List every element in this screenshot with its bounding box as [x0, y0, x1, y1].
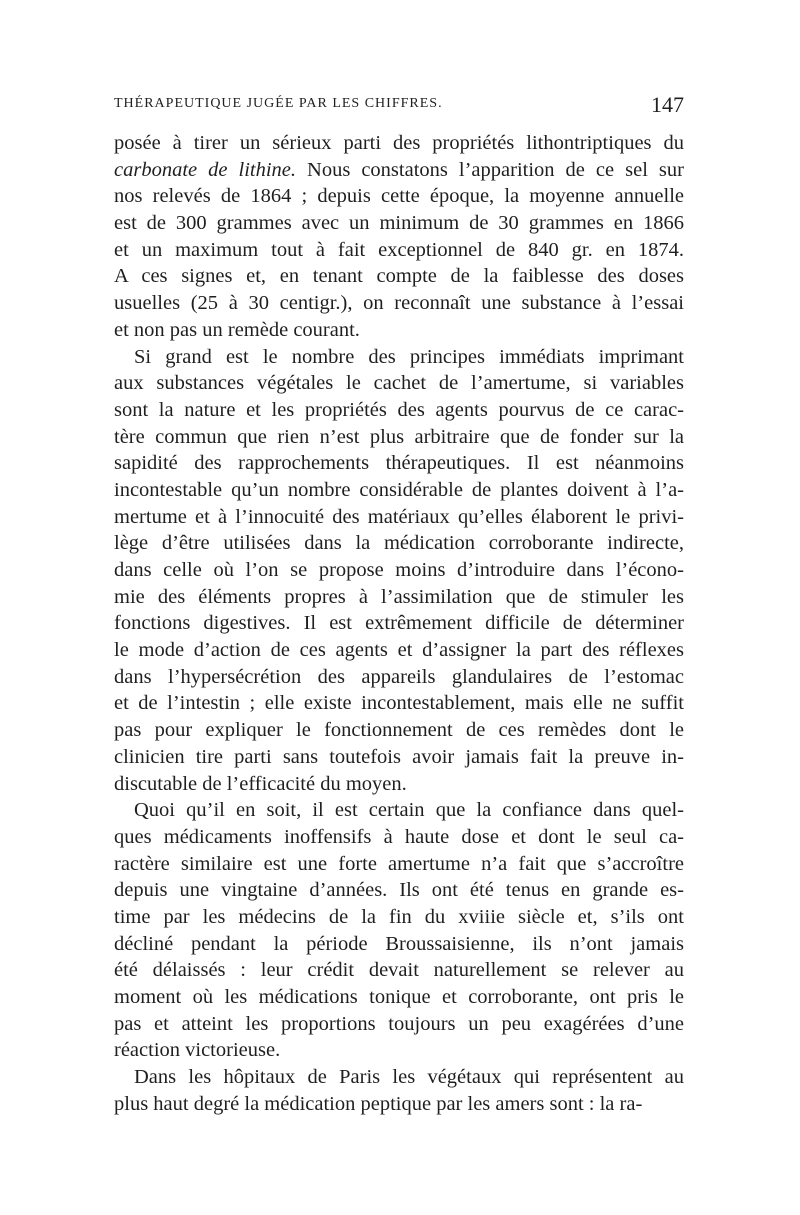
line-text: posée à tirer un sérieux parti des propriétés lithontriptiques du — [114, 132, 684, 154]
text-line — [114, 584, 684, 611]
text-line — [114, 370, 684, 397]
line-text: tère commun que rien n’est plus arbitraire que de fonder sur la — [114, 425, 684, 448]
line-text: Nous constatons l’apparition de ce sel sur — [296, 158, 684, 181]
text-line — [114, 717, 684, 744]
text-line — [114, 1037, 684, 1064]
line-text: été délaissés : leur crédit devait naturellement se relever au — [114, 959, 684, 982]
text-line — [114, 290, 684, 317]
line-text: lège d’être utilisées dans la médication corroborante indirecte, — [114, 532, 684, 555]
text-line — [114, 157, 684, 184]
text-line — [114, 957, 684, 984]
line-text: clinicien tire parti sans toutefois avoir jamais fait la preuve in- — [114, 745, 684, 768]
line-text: est de 300 grammes avec un minimum de 30 grammes en 1866 — [114, 212, 684, 235]
text-line — [114, 504, 684, 531]
text-line — [114, 1064, 684, 1091]
paragraph — [114, 130, 684, 344]
line-text: ractère similaire est une forte amertume n’a fait que s’accroître — [114, 852, 684, 875]
text-line — [114, 664, 684, 691]
running-title: THÉRAPEUTIQUE JUGÉE PAR LES CHIFFRES. — [114, 96, 443, 111]
text-line — [114, 931, 684, 958]
line-text: et un maximum tout à fait exceptionnel de 840 gr. en 1874. — [114, 238, 684, 261]
text-line — [114, 904, 684, 931]
text-line — [114, 237, 684, 264]
line-text: time par les médecins de la fin du xviiie siècle et, s’ils ont — [114, 905, 684, 928]
text-line — [114, 637, 684, 664]
line-text: mertume et à l’innocuité des matériaux qu’elles élaborent le privi- — [114, 505, 684, 528]
text-line — [114, 183, 684, 210]
line-text: sapidité des rapprochements thérapeutiques. Il est néanmoins — [114, 452, 684, 475]
text-line — [114, 610, 684, 637]
line-text: réaction victorieuse. — [114, 1039, 281, 1062]
italic-term: carbonate de lithine. — [114, 158, 297, 181]
text-line — [114, 984, 684, 1011]
text-line — [114, 263, 684, 290]
line-text: aux substances végétales le cachet de l’amertume, si variables — [114, 372, 684, 395]
line-text: Quoi qu’il en soit, il est certain que la confiance dans quel- — [134, 799, 684, 822]
line-text: fonctions digestives. Il est extrêmement difficile de déterminer — [114, 612, 684, 635]
text-line — [114, 824, 684, 851]
line-text: ques médicaments inoffensifs à haute dose et dont le seul ca- — [114, 825, 684, 848]
line-text: Si grand est le nombre des principes immédiats imprimant — [134, 345, 684, 368]
text-line — [114, 450, 684, 477]
page-number: 147 — [651, 92, 684, 117]
line-text: incontestable qu’un nombre considérable de plantes doivent à l’a- — [114, 478, 684, 501]
line-text: A ces signes et, en tenant compte de la faiblesse des doses — [114, 265, 684, 288]
line-text: et de l’intestin ; elle existe incontestablement, mais elle ne suffit — [114, 692, 684, 715]
text-line — [114, 557, 684, 584]
text-line — [114, 690, 684, 717]
line-text: usuelles (25 à 30 centigr.), on reconnaît une substance à l’essai — [114, 292, 684, 315]
line-text: nos relevés de 1864 ; depuis cette époque, la moyenne annuelle — [114, 185, 684, 208]
text-line — [114, 744, 684, 771]
text-line — [114, 877, 684, 904]
line-text: le mode d’action de ces agents et d’assigner la part des réflexes — [114, 639, 684, 662]
line-text: et non pas un remède courant. — [114, 318, 360, 341]
line-text: dans celle où l’on se propose moins d’introduire dans l’écono- — [114, 559, 684, 581]
text-line — [114, 317, 684, 344]
line-text: discutable de l’efficacité du moyen. — [114, 772, 407, 795]
line-text: moment où les médications tonique et corroborante, ont pris le — [114, 986, 684, 1008]
line-text: Dans les hôpitaux de Paris les végétaux qui représentent au — [134, 1066, 684, 1089]
page-header — [0, 92, 684, 124]
body-text — [114, 130, 684, 1117]
line-text: pas et atteint les proportions toujours un peu exagérées d’une — [114, 1012, 684, 1035]
text-line — [114, 1091, 684, 1118]
paragraph — [114, 797, 684, 1064]
text-line — [114, 210, 684, 237]
text-line — [114, 797, 684, 824]
text-line — [114, 851, 684, 878]
line-text: dans l’hypersécrétion des appareils glandulaires de l’estomac — [114, 665, 684, 688]
text-line — [114, 130, 684, 157]
text-line — [114, 424, 684, 451]
text-line — [114, 1011, 684, 1038]
line-text: sont la nature et les propriétés des agents pourvus de ce carac- — [114, 398, 684, 421]
text-line — [114, 530, 684, 557]
text-line — [114, 344, 684, 371]
text-line — [114, 397, 684, 424]
text-line — [114, 477, 684, 504]
line-text: depuis une vingtaine d’années. Ils ont été tenus en grande es- — [114, 879, 684, 902]
paragraph — [114, 1064, 684, 1117]
text-line — [114, 771, 684, 798]
line-text: mie des éléments propres à l’assimilation que de stimuler les — [114, 585, 684, 608]
paragraph — [114, 344, 684, 798]
line-text: décliné pendant la période Broussaisienne, ils n’ont jamais — [114, 932, 684, 955]
line-text: pas pour expliquer le fonctionnement de ces remèdes dont le — [114, 719, 684, 742]
line-text: plus haut degré la médication peptique par les amers sont : la ra- — [114, 1092, 643, 1115]
